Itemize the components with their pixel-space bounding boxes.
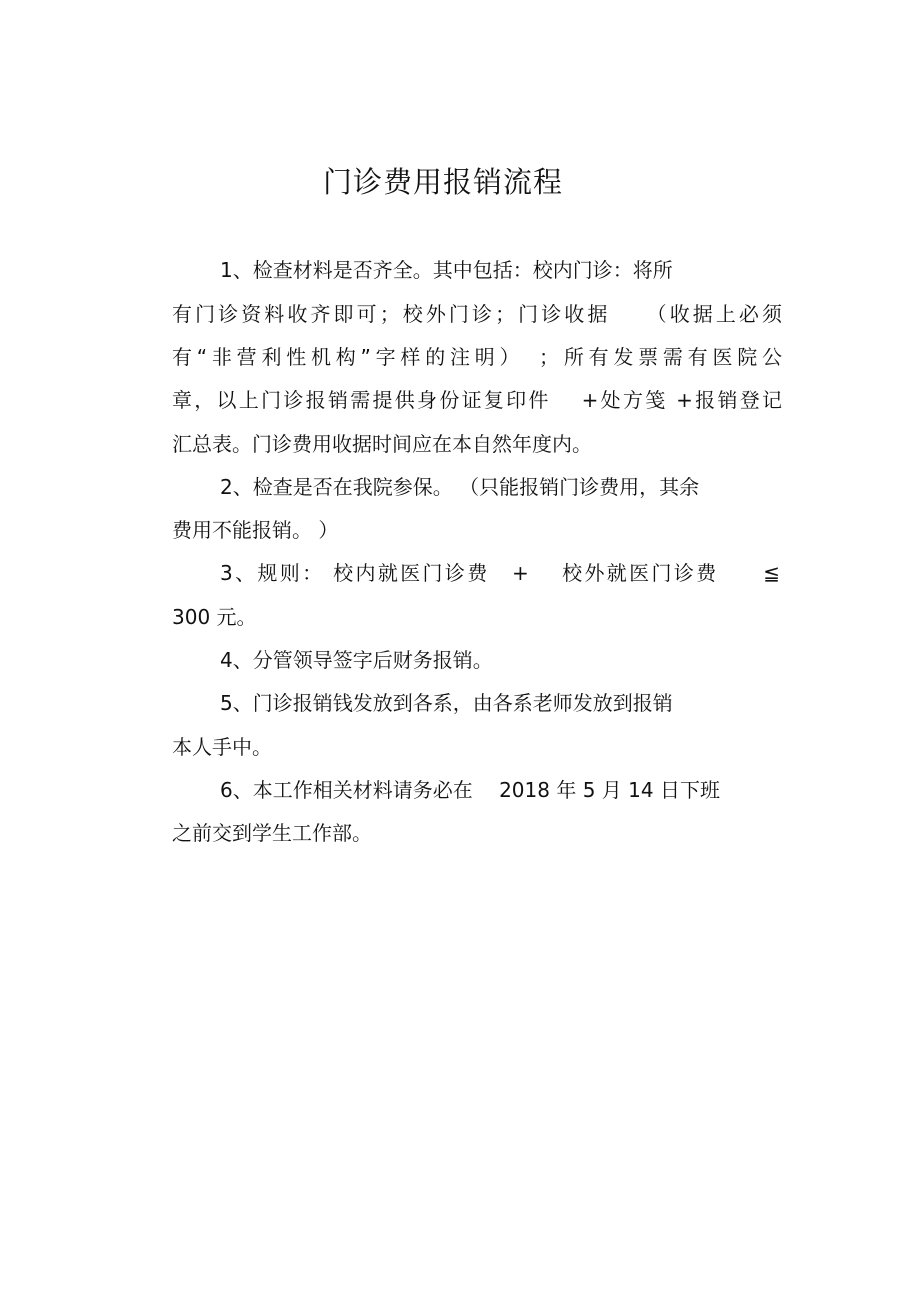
paragraph-2-line-2: 费用不能报销。 ） bbox=[172, 518, 339, 542]
paragraph-1-line-2: 有门诊资料收齐即可；校外门诊；门诊收据 （收据上必须 bbox=[172, 302, 782, 326]
paragraph-1-line-5: 汇总表。门诊费用收据时间应在本自然年度内。 bbox=[172, 432, 592, 456]
paragraph-6-line-1: 6、本工作相关材料请务必在 2018 年 5 月 14 日下班 bbox=[220, 778, 720, 802]
paragraph-5-line-2: 本人手中。 bbox=[172, 735, 272, 759]
paragraph-1-line-1: 1、检查材料是否齐全。其中包括：校内门诊：将所 bbox=[220, 258, 673, 282]
paragraph-5-line-1: 5、门诊报销钱发放到各系，由各系老师发放到报销 bbox=[220, 691, 673, 715]
paragraph-3-line-1: 3、规则： 校内就医门诊费 + 校外就医门诊费 ≦ bbox=[220, 561, 780, 585]
paragraph-4-line-1: 4、分管领导签字后财务报销。 bbox=[220, 648, 493, 672]
document-title: 门诊费用报销流程 bbox=[323, 165, 564, 199]
paragraph-6-line-2: 之前交到学生工作部。 bbox=[172, 821, 372, 845]
paragraph-3-line-2: 300 元。 bbox=[172, 605, 257, 629]
paragraph-1-line-3: 有“非营利性机构”字样的注明） ；所有发票需有医院公 bbox=[172, 345, 782, 369]
paragraph-2-line-1: 2、检查是否在我院参保。 （只能报销门诊费用，其余 bbox=[220, 475, 700, 499]
paragraph-1-line-4: 章，以上门诊报销需提供身份证复印件 +处方笺 +报销登记 bbox=[172, 388, 782, 412]
